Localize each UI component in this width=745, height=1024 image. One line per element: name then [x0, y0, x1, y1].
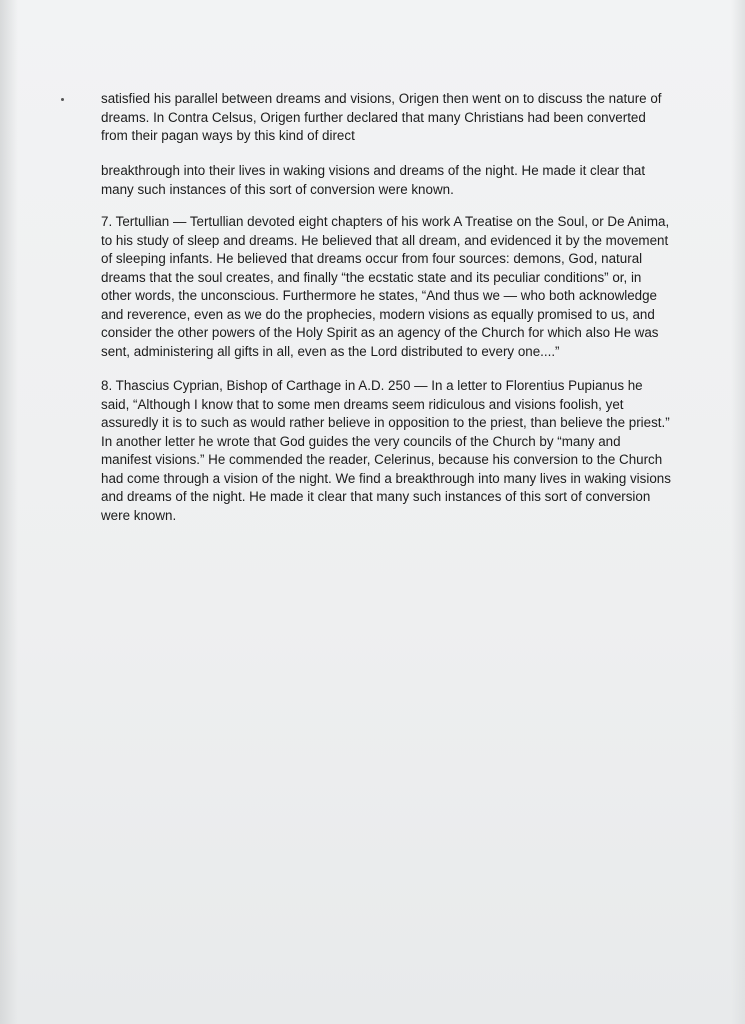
paragraph-tertullian: 7. Tertullian — Tertullian devoted eight chapters of his work A Treatise on the Soul, or De Anima, to his study of sleep and dreams. He believed that all dream, and evidenced it by the movement of sleeping infants. He believed that dreams occur from four sources: demons, God, natural dreams that the soul creates, and finally “the ecstatic state and its peculiar conditions” or, in other words, the unconscious. Furthermore he states, “And thus we — who both acknowledge and reverence, even as we do the prophecies, modern visions as equally promised to us, and consider the other powers of the Holy Spirit as an agency of the Church for which also He was sent, administering all gifts in all, even as the Lord distributed to every one....”	[101, 214, 670, 359]
paragraph-cyprian: 8. Thascius Cyprian, Bishop of Carthage in A.D. 250 — In a letter to Florentius Pupianus he said, “Although I know that to some men dreams seem ridiculous and visions foolish, yet assuredly it is to such as would rather believe in opposition to the priest, than believe the priest.” In another letter he wrote that God guides the very councils of the Church by “many and manifest visions.” He commended the reader, Celerinus, because his conversion to the Church had come through a vision of the night. We find a breakthrough into many lives in waking visions and dreams of the night. He made it clear that many such instances of this sort of conversion were known.	[101, 378, 671, 523]
scan-shadow-left	[0, 0, 18, 1024]
scan-speck	[61, 98, 64, 101]
scan-shadow-right	[731, 0, 745, 1024]
paragraph-origen-conclusion: breakthrough into their lives in waking visions and dreams of the night. He made it clear that many such instances of this sort of conversion were known.	[101, 163, 646, 197]
paragraph-origen-continued: satisfied his parallel between dreams and visions, Origen then went on to discuss the nature of dreams. In Contra Celsus, Origen further declared that many Christians had been converted from their pagan ways by this kind of direct	[101, 91, 662, 143]
